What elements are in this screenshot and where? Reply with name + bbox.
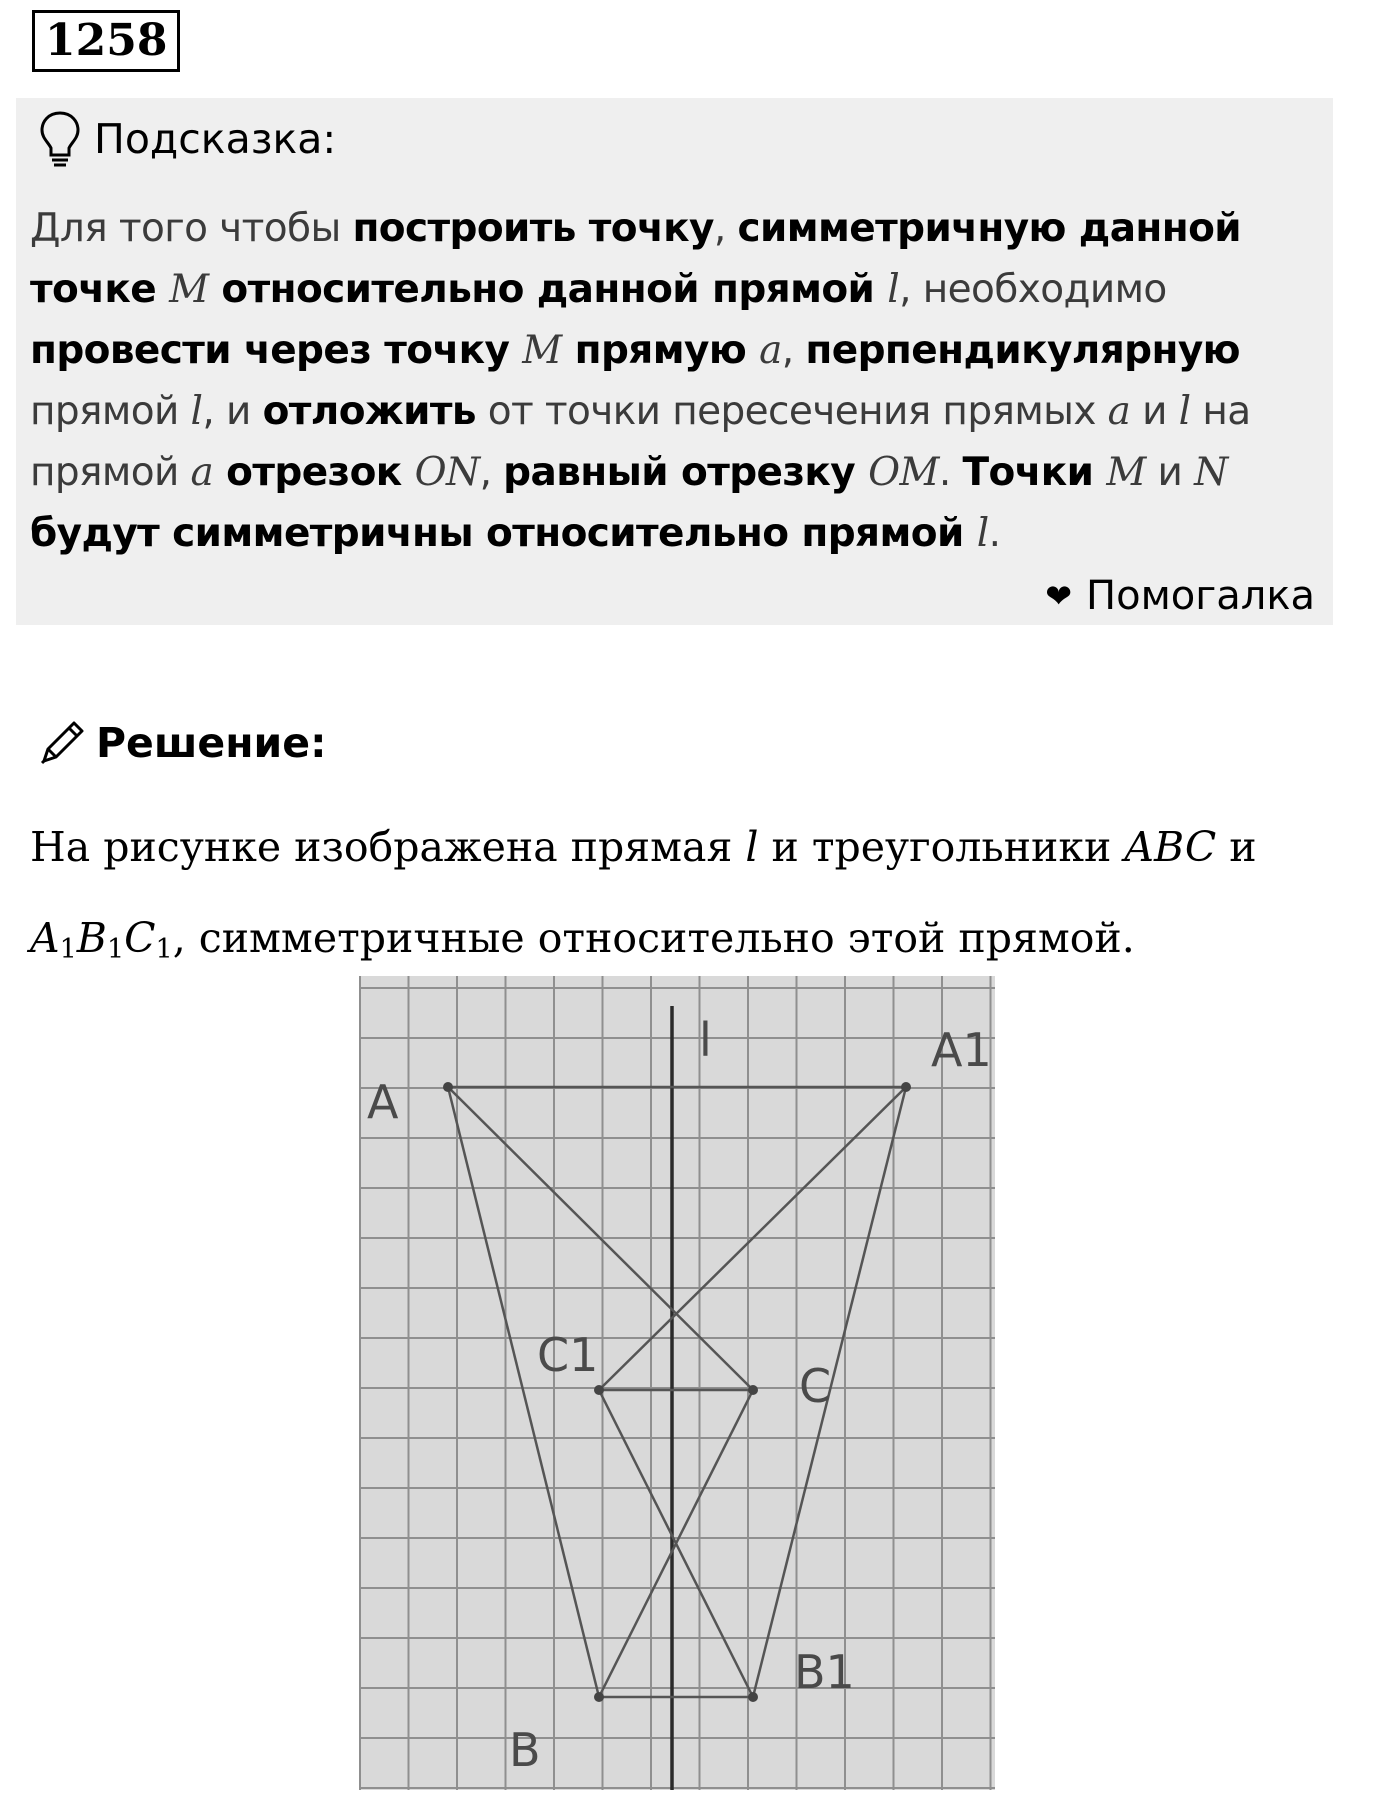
hint-text-run: будут симметричны относительно прямой <box>30 511 977 556</box>
hint-box <box>16 98 1333 625</box>
hint-text-run: и <box>1145 450 1195 495</box>
label-a: A <box>367 1075 399 1129</box>
hint-text-run: прямую <box>561 328 760 373</box>
hint-text-run: l <box>887 267 900 312</box>
point-a <box>443 1082 453 1092</box>
solution-text-run: ABC <box>1124 823 1217 871</box>
hint-text-run: Для того чтобы <box>30 206 353 251</box>
hint-text-run: l <box>190 389 203 434</box>
task-number: 1258 <box>32 10 180 72</box>
solution-header <box>36 712 326 774</box>
hint-text-run: , и <box>202 389 263 434</box>
segment-a-b <box>448 1087 599 1697</box>
hint-text-run: . <box>988 511 1001 556</box>
hint-text-run: от точки пересечения прямых <box>475 389 1108 434</box>
hint-text-run: отрезок <box>213 450 415 495</box>
solution-text-run: 1 <box>155 934 173 965</box>
hint-text-run: a <box>1107 389 1131 434</box>
solution-text-run: B <box>76 914 107 962</box>
hint-text-run: Точки <box>962 450 1107 495</box>
label-c: C <box>799 1359 832 1413</box>
solution-title: Решение: <box>96 719 327 767</box>
hint-text-run: на прямой <box>30 389 1251 495</box>
hint-text-run: M <box>169 267 209 312</box>
hint-text-run: , <box>781 328 806 373</box>
solution-text-run: 1 <box>59 934 77 965</box>
point-c1 <box>594 1385 604 1395</box>
hint-text-run: отложить <box>262 389 476 434</box>
hint-text-run: l <box>976 511 989 556</box>
label-b: B <box>509 1723 541 1777</box>
hint-text-run: , <box>479 450 504 495</box>
hint-text-run: ON <box>414 450 480 495</box>
label-b1: B1 <box>794 1645 855 1699</box>
hint-text-run: l <box>1178 389 1191 434</box>
point-c <box>748 1385 758 1395</box>
hint-text-run: относительно данной прямой <box>208 267 888 312</box>
brand-name: Помогалка <box>1086 573 1315 619</box>
solution-text-run: A <box>30 914 60 962</box>
hint-text-run: M <box>1106 450 1146 495</box>
hint-text-run: a <box>759 328 782 373</box>
hint-text-run: . <box>938 450 963 495</box>
hint-text <box>30 198 1330 564</box>
hint-text-run: симметричную данной точке <box>30 206 1242 312</box>
hint-text-run: , необходимо <box>899 267 1167 312</box>
lightbulb-icon <box>38 109 82 169</box>
grid-lines <box>359 976 995 1790</box>
hint-text-run: провести через точку <box>30 328 523 373</box>
label-a1: A1 <box>931 1023 992 1077</box>
figure <box>359 976 995 1790</box>
hint-text-run: прямой <box>30 389 191 434</box>
hint-text-run: OM <box>868 450 939 495</box>
hint-text-run: M <box>522 328 562 373</box>
solution-text-run: и треугольники <box>758 823 1125 871</box>
solution-text-run: 1 <box>106 934 125 965</box>
solution-text <box>30 802 1360 984</box>
hint-text-run: a <box>190 450 214 495</box>
hint-text-run: , <box>713 206 738 251</box>
hint-text-run: перпендикулярную <box>805 328 1240 373</box>
solution-text-run: , симметричные относительно этой прямой. <box>172 914 1135 962</box>
hint-header <box>38 108 336 170</box>
hint-title: Подсказка: <box>94 115 337 163</box>
label-l: l <box>699 1013 712 1067</box>
point-a1 <box>901 1082 911 1092</box>
label-c1: C1 <box>537 1328 599 1382</box>
hint-text-run: равный отрезку <box>503 450 869 495</box>
point-b1 <box>748 1692 758 1702</box>
solution-text-run: C <box>124 914 156 962</box>
construction-drawing <box>359 976 995 1790</box>
pencil-icon <box>36 717 88 769</box>
point-b <box>594 1692 604 1702</box>
solution-text-run: На рисунке изображена прямая <box>30 823 746 871</box>
hint-text-run: N <box>1194 450 1228 495</box>
hint-text-run: построить точку <box>352 206 714 251</box>
hint-text-run: и <box>1130 389 1179 434</box>
solution-text-run: l <box>745 823 759 871</box>
brand <box>1045 573 1315 619</box>
solution-text-run: и <box>1216 823 1257 871</box>
heart-icon: ❤ <box>1045 577 1073 615</box>
